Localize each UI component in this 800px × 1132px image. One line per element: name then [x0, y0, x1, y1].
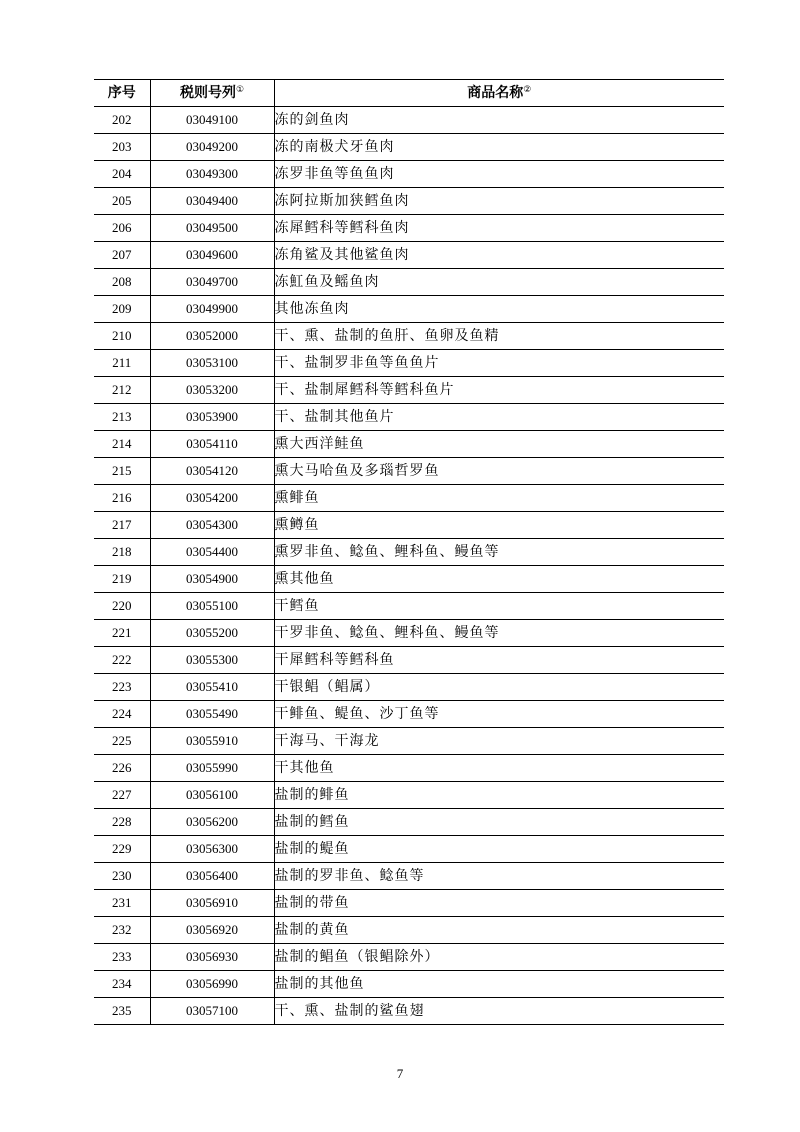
row-name: 冻角鲨及其他鲨鱼肉	[274, 242, 724, 269]
row-seq: 210	[112, 328, 132, 343]
row-code: 03055200	[150, 620, 274, 647]
row-code: 03055100	[150, 593, 274, 620]
table-row	[94, 485, 724, 512]
row-name: 熏鲱鱼	[274, 485, 724, 512]
row-code: 03053100	[150, 350, 274, 377]
row-code: 03056200	[150, 809, 274, 836]
row-code: 03054110	[150, 431, 274, 458]
row-code: 03055410	[150, 674, 274, 701]
table-row	[94, 404, 724, 431]
table-row	[94, 620, 724, 647]
row-name: 干、熏、盐制的鱼肝、鱼卵及鱼精	[274, 323, 724, 350]
footnote-mark-1: ①	[235, 85, 245, 95]
row-code: 03053200	[150, 377, 274, 404]
row-seq: 205	[112, 193, 132, 208]
row-name: 熏其他鱼	[274, 566, 724, 593]
row-name: 盐制的鳕鱼	[274, 809, 724, 836]
row-name: 干鳕鱼	[274, 593, 724, 620]
row-name: 干鲱鱼、鳀鱼、沙丁鱼等	[274, 701, 724, 728]
row-code: 03057100	[150, 998, 274, 1025]
row-code: 03055990	[150, 755, 274, 782]
row-name: 干海马、干海龙	[274, 728, 724, 755]
table-row	[94, 296, 724, 323]
row-seq: 203	[112, 139, 132, 154]
row-seq: 227	[112, 787, 132, 802]
row-seq: 206	[112, 220, 132, 235]
row-seq: 228	[112, 814, 132, 829]
row-seq: 219	[112, 571, 132, 586]
row-seq: 235	[112, 1003, 132, 1018]
table-row	[94, 350, 724, 377]
table-row	[94, 539, 724, 566]
row-seq: 220	[112, 598, 132, 613]
row-seq: 214	[112, 436, 132, 451]
row-seq: 231	[112, 895, 132, 910]
row-name: 冻的南极犬牙鱼肉	[274, 134, 724, 161]
row-code: 03056920	[150, 917, 274, 944]
row-code: 03053900	[150, 404, 274, 431]
header-row	[94, 80, 724, 107]
row-code: 03049400	[150, 188, 274, 215]
row-code: 03049500	[150, 215, 274, 242]
row-code: 03054200	[150, 485, 274, 512]
row-seq: 209	[112, 301, 132, 316]
table-body	[94, 107, 724, 1025]
row-name: 干犀鳕科等鳕科鱼	[274, 647, 724, 674]
row-code: 03049600	[150, 242, 274, 269]
table-row	[94, 269, 724, 296]
row-name: 冻魟鱼及鳐鱼肉	[274, 269, 724, 296]
row-code: 03049200	[150, 134, 274, 161]
table-row	[94, 377, 724, 404]
table-row	[94, 917, 724, 944]
row-seq: 233	[112, 949, 132, 964]
row-seq: 213	[112, 409, 132, 424]
header-name: 商品名称②	[274, 80, 724, 107]
row-code: 03049700	[150, 269, 274, 296]
table-row	[94, 782, 724, 809]
row-name: 盐制的鲱鱼	[274, 782, 724, 809]
row-seq: 232	[112, 922, 132, 937]
table-row	[94, 836, 724, 863]
table-row	[94, 863, 724, 890]
table-row	[94, 107, 724, 134]
table-row	[94, 215, 724, 242]
row-name: 盐制的黄鱼	[274, 917, 724, 944]
row-seq: 224	[112, 706, 132, 721]
row-seq: 218	[112, 544, 132, 559]
row-name: 冻的剑鱼肉	[274, 107, 724, 134]
row-name: 其他冻鱼肉	[274, 296, 724, 323]
row-code: 03049900	[150, 296, 274, 323]
row-name: 干银鲳（鲳属）	[274, 674, 724, 701]
table-row	[94, 566, 724, 593]
row-code: 03054120	[150, 458, 274, 485]
row-name: 盐制的鲳鱼（银鲳除外）	[274, 944, 724, 971]
tariff-table	[94, 79, 724, 1025]
footnote-mark-2: ②	[523, 85, 532, 95]
row-name: 冻罗非鱼等鱼鱼肉	[274, 161, 724, 188]
table-row	[94, 134, 724, 161]
row-seq: 215	[112, 463, 132, 478]
table-row	[94, 323, 724, 350]
row-seq: 221	[112, 625, 132, 640]
table-row	[94, 458, 724, 485]
row-name: 熏大西洋鲑鱼	[274, 431, 724, 458]
row-name: 盐制的鳀鱼	[274, 836, 724, 863]
table-row	[94, 728, 724, 755]
row-code: 03055490	[150, 701, 274, 728]
row-code: 03056400	[150, 863, 274, 890]
row-name: 盐制的其他鱼	[274, 971, 724, 998]
table-row	[94, 431, 724, 458]
table-row	[94, 998, 724, 1025]
row-code: 03054900	[150, 566, 274, 593]
row-code: 03056910	[150, 890, 274, 917]
row-name: 冻阿拉斯加狭鳕鱼肉	[274, 188, 724, 215]
row-seq: 222	[112, 652, 132, 667]
row-name: 干、熏、盐制的鲨鱼翅	[274, 998, 724, 1025]
table-row	[94, 593, 724, 620]
table-row	[94, 890, 724, 917]
table-row	[94, 647, 724, 674]
row-seq: 212	[112, 382, 132, 397]
row-code: 03055300	[150, 647, 274, 674]
row-code: 03055910	[150, 728, 274, 755]
row-seq: 223	[112, 679, 132, 694]
row-name: 干、盐制其他鱼片	[274, 404, 724, 431]
row-code: 03054400	[150, 539, 274, 566]
row-code: 03049300	[150, 161, 274, 188]
row-name: 盐制的罗非鱼、鲶鱼等	[274, 863, 724, 890]
row-name: 熏鳟鱼	[274, 512, 724, 539]
row-code: 03056100	[150, 782, 274, 809]
row-code: 03056990	[150, 971, 274, 998]
row-code: 03054300	[150, 512, 274, 539]
row-seq: 204	[112, 166, 132, 181]
row-code: 03056930	[150, 944, 274, 971]
row-seq: 207	[112, 247, 132, 262]
table-row	[94, 755, 724, 782]
row-name: 干其他鱼	[274, 755, 724, 782]
table-row	[94, 971, 724, 998]
row-code: 03049100	[150, 107, 274, 134]
row-code: 03052000	[150, 323, 274, 350]
row-name: 冻犀鳕科等鳕科鱼肉	[274, 215, 724, 242]
header-code: 税则号列①	[150, 80, 274, 107]
row-seq: 208	[112, 274, 132, 289]
table-row	[94, 242, 724, 269]
page-number: 7	[396, 1066, 404, 1081]
row-seq: 229	[112, 841, 132, 856]
table-header	[94, 80, 724, 107]
table-row	[94, 674, 724, 701]
row-name: 熏罗非鱼、鲶鱼、鲤科鱼、鳗鱼等	[274, 539, 724, 566]
row-seq: 217	[112, 517, 132, 532]
row-seq: 211	[112, 355, 132, 370]
row-seq: 226	[112, 760, 132, 775]
row-seq: 216	[112, 490, 132, 505]
table-row	[94, 188, 724, 215]
table-row	[94, 512, 724, 539]
row-code: 03056300	[150, 836, 274, 863]
row-seq: 202	[112, 112, 132, 127]
row-name: 盐制的带鱼	[274, 890, 724, 917]
row-name: 干罗非鱼、鲶鱼、鲤科鱼、鳗鱼等	[274, 620, 724, 647]
header-seq: 序号	[107, 85, 136, 101]
table-row	[94, 161, 724, 188]
row-seq: 225	[112, 733, 132, 748]
row-seq: 230	[112, 868, 132, 883]
row-name: 干、盐制犀鳕科等鳕科鱼片	[274, 377, 724, 404]
table-row	[94, 809, 724, 836]
row-seq: 234	[112, 976, 132, 991]
row-name: 干、盐制罗非鱼等鱼鱼片	[274, 350, 724, 377]
table-row	[94, 701, 724, 728]
table-row	[94, 944, 724, 971]
row-name: 熏大马哈鱼及多瑙哲罗鱼	[274, 458, 724, 485]
